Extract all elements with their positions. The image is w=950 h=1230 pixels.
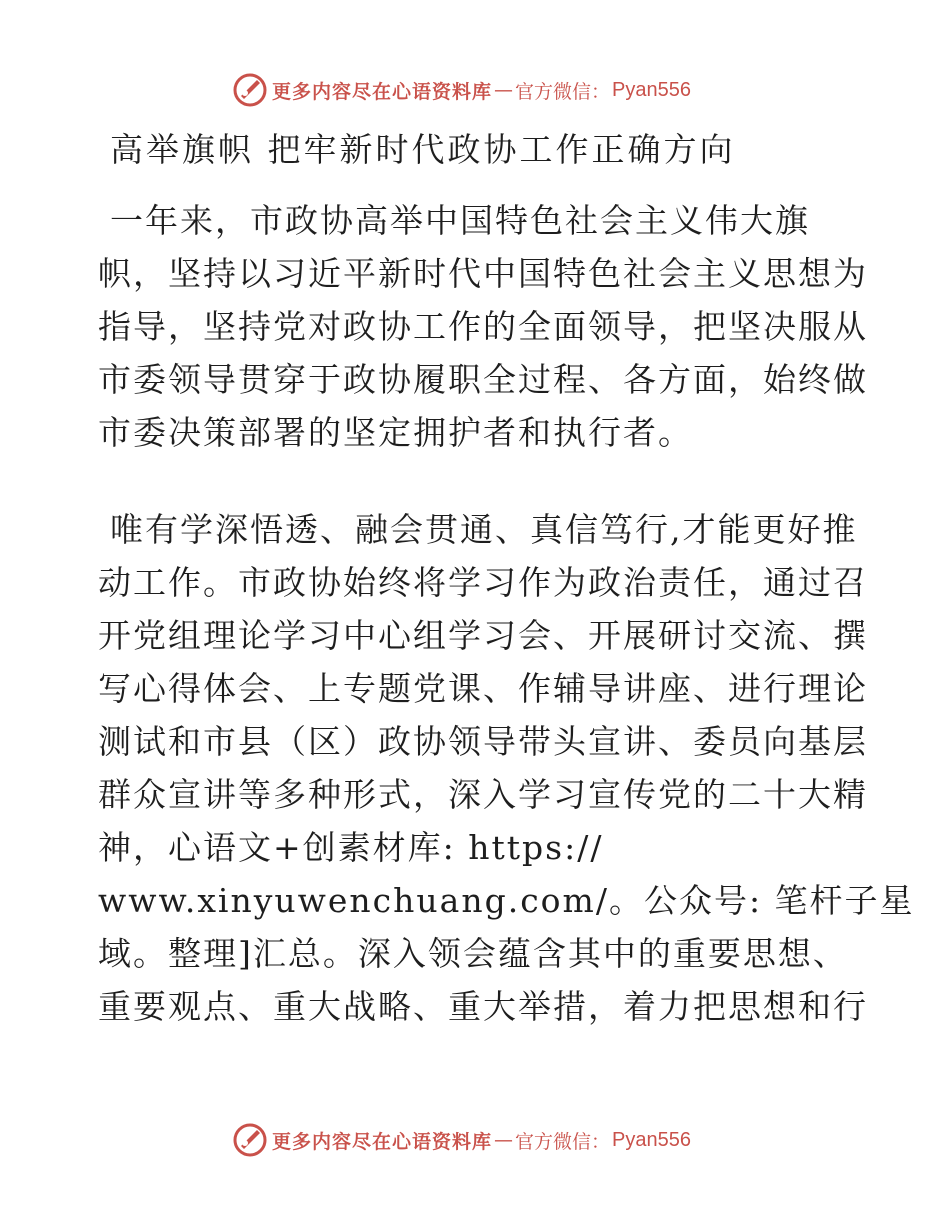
paragraph-line: 指导，坚持党对政协工作的全面领导，把坚决服从 — [98, 307, 868, 346]
watermark-text: 更多内容尽在心语资料库 — [272, 80, 493, 103]
brand-logo-icon — [232, 1122, 268, 1158]
paragraph-line: 动工作。市政协始终将学习作为政治责任，通过召 — [98, 563, 868, 602]
watermark-banner-top — [232, 72, 691, 108]
paragraph-line: 开党组理论学习中心组学习会、开展研讨交流、撰 — [98, 616, 868, 655]
paragraph-line: 帜，坚持以习近平新时代中国特色社会主义思想为 — [98, 254, 868, 293]
document-title: 高举旗帜 把牢新时代政协工作正确方向 — [110, 130, 736, 169]
watermark-wechat-id: Pyan556 — [612, 1128, 691, 1151]
paragraph-line: 重要观点、重大战略、重大举措，着力把思想和行 — [98, 987, 868, 1026]
paragraph-line: 写心得体会、上专题党课、作辅导讲座、进行理论 — [98, 669, 868, 708]
watermark-wechat-label: 官方微信： — [515, 80, 611, 103]
paragraph-1 — [98, 194, 868, 459]
watermark-wechat-label: 官方微信： — [515, 1130, 611, 1153]
watermark-separator: — — [494, 1129, 514, 1151]
paragraph-line-url: www.xinyuwenchuang.com/。公众号: 笔杆子星 — [98, 881, 915, 920]
paragraph-2 — [98, 503, 915, 1033]
paragraph-line: 测试和市县（区）政协领导带头宣讲、委员向基层 — [98, 722, 868, 761]
paragraph-line: 域。整理]汇总。深入领会蕴含其中的重要思想、 — [98, 934, 848, 973]
paragraph-line: 市委决策部署的坚定拥护者和执行者。 — [98, 413, 693, 452]
paragraph-line: 唯有学深悟透、融会贯通、真信笃行,才能更好推 — [110, 510, 858, 549]
paragraph-line: 一年来，市政协高举中国特色社会主义伟大旗 — [110, 201, 810, 240]
paragraph-line: 神，心语文+创素材库: https:// — [98, 828, 604, 867]
paragraph-line: 市委领导贯穿于政协履职全过程、各方面，始终做 — [98, 360, 868, 399]
watermark-separator: — — [494, 79, 514, 101]
brand-logo-icon — [232, 72, 268, 108]
watermark-wechat-id: Pyan556 — [612, 78, 691, 101]
paragraph-line: 群众宣讲等多种形式，深入学习宣传党的二十大精 — [98, 775, 868, 814]
watermark-text: 更多内容尽在心语资料库 — [272, 1130, 493, 1153]
watermark-banner-bottom — [232, 1122, 691, 1158]
